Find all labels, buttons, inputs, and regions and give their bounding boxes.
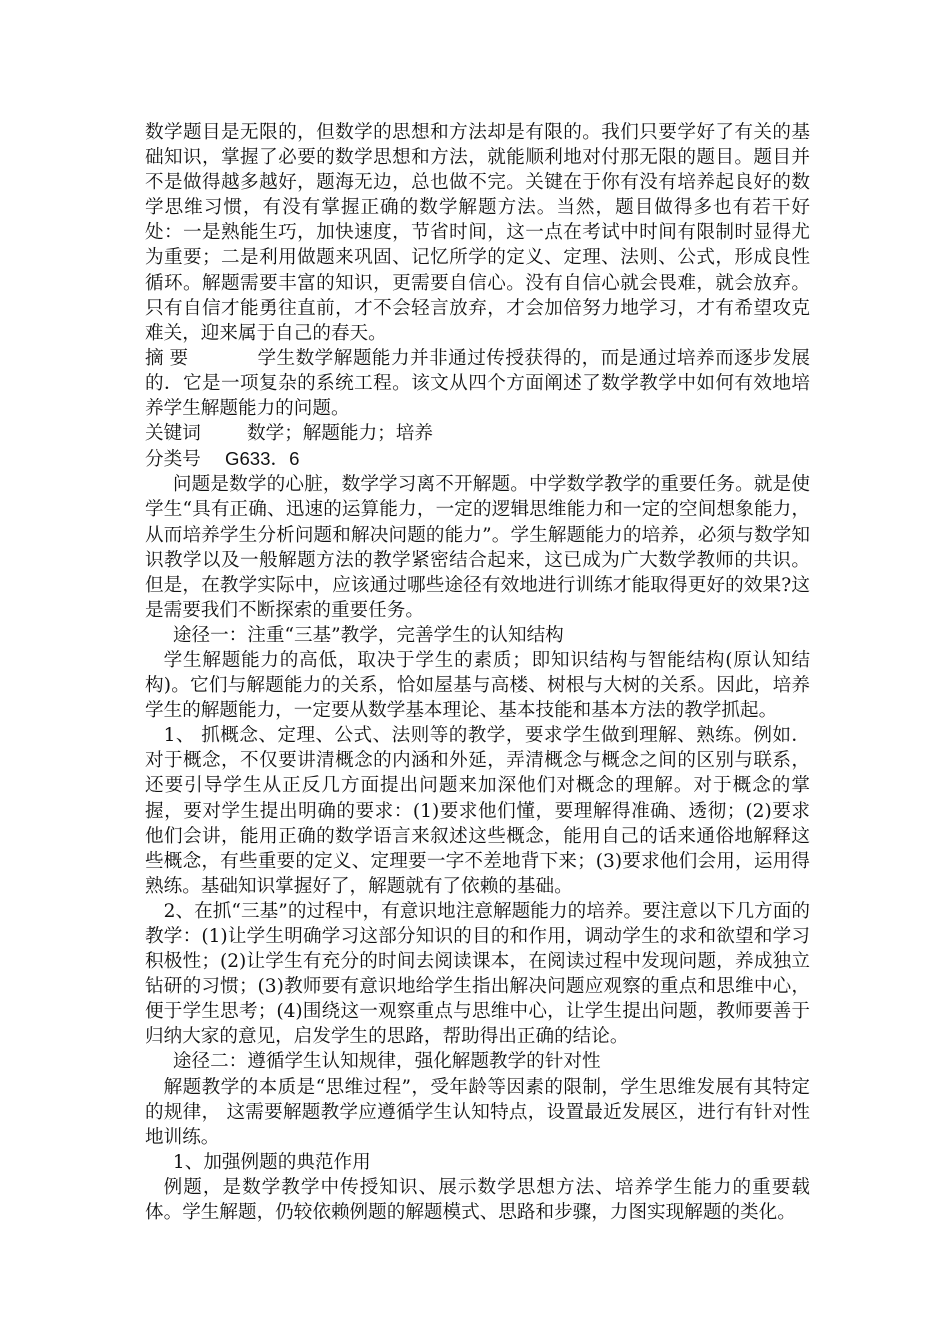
intro-paragraph: 数学题目是无限的，但数学的思想和方法却是有限的。我们只要学好了有关的基础知识，掌握了必要的数学思想和方法，就能顺利地对付那无限的题目。题目并不是做得越多越好，题海无边，总也做不完。关键在于你有没有培养起良好的数学思维习惯，有没有掌握正确的数学解题方法。当然，题目做得多也有若干好处：一是熟能生巧，加快速度，节省时间，这一点在考试中时间有限制时显得尤为重要；二是利用做题来巩固、记忆所学的定义、定理、法则、公式，形成良性循环。解题需要丰富的知识，更需要自信心。没有自信心就会畏难，就会放弃。只有自信才能勇往直前，才不会轻言放弃，才会加倍努力地学习，才有希望攻克难关，迎来属于自己的春天。 [145, 122, 810, 344]
keywords [145, 421, 810, 446]
section-heading: 途径二：遵循学生认知规律，强化解题教学的针对性 [172, 1051, 601, 1073]
body-paragraph: 例题，是数学教学中传授知识、展示数学思想方法、培养学生能力的重要载体。学生解题，仍较依赖例题的解题模式、思路和步骤，力图实现解题的类化。 [145, 1176, 810, 1224]
body-paragraph: 2、在抓“三基”的过程中，有意识地注意解题能力的培养。要注意以下几方面的教学：(1)让学生明确学习这部分知识的目的和作用，调动学生的求和欲望和学习积极性；(2)让学生有充分的时间去阅读课本，在阅读过程中发现问题，养成独立钻研的习惯；(3)教师要有意识地给学生指出解决问题应观察的重点和思维中心，便于学生思考；(4)围绕这一观察重点与思维中心，让学生提出问题，教师要善于归纳大家的意见，启发学生的思路，帮助得出正确的结论。 [145, 900, 810, 1048]
body-paragraph: 问题是数学的心脏，数学学习离不开解题。中学数学教学的重要任务。就是使学生“具有正确、迅速的运算能力，一定的逻辑思维能力和一定的空间想象能力，从而培养学生分析问题和解决问题的能力”。学生解题能力的培养，必须与数学知识教学以及一般解题方法的教学紧密结合起来，这已成为广大数学教师的共识。但是，在教学实际中，应该通过哪些途径有效地进行训练才能取得更好的效果?这是需要我们不断探索的重要任务。 [145, 474, 810, 621]
section-heading: 途径一：注重“三基”教学，完善学生的认知结构 [172, 624, 564, 646]
abstract-label: 摘 要 [145, 347, 189, 369]
body-paragraph: 学生解题能力的高低，取决于学生的素质；即知识结构与智能结构(原认知结构)。它们与解题能力的关系，恰如屋基与高楼、树根与大树的关系。因此，培养学生的解题能力，一定要从数学基本理论、基本技能和基本方法的教学抓起。 [145, 649, 810, 722]
keywords-label: 关键词 [145, 423, 201, 445]
classification-number: G633．6 [225, 448, 300, 470]
classification-label: 分类号 [145, 449, 201, 471]
body-paragraph: 1、 抓概念、定理、公式、法则等的教学，要求学生做到理解、熟练。例如．对于概念，不仅要讲清概念的内涵和外延，弄清概念与概念之间的区别与联系，还要引导学生从正反几方面提出问题来加深他们对概念的理解。对于概念的掌握，要对学生提出明确的要求：(1)要求他们懂，要理解得准确、透彻；(2)要求他们会讲，能用正确的数学语言来叙述这些概念，能用自己的话来通俗地解释这些概念，有些重要的定义、定理要一字不差地背下来；(3)要求他们会用，运用得熟练。基础知识掌握好了，解题就有了依赖的基础。 [145, 725, 810, 897]
classification [145, 446, 810, 472]
abstract-text: 学生数学解题能力并非通过传授获得的，而是通过培养而逐步发展的．它是一项复杂的系统工程。该文从四个方面阐述了数学教学中如何有效地培养学生解题能力的问题。 [145, 347, 810, 420]
subsection-heading: 1、加强例题的典范作用 [172, 1151, 371, 1173]
abstract [145, 346, 810, 421]
body-paragraph: 解题教学的本质是“思维过程”，受年龄等因素的限制，学生思维发展有其特定的规律， 这需要解题教学应遵循学生认知特点，设置最近发展区，进行有针对性地训练。 [145, 1076, 810, 1148]
document-page [145, 120, 810, 1225]
keywords-text: 数学；解题能力；培养 [247, 423, 433, 445]
